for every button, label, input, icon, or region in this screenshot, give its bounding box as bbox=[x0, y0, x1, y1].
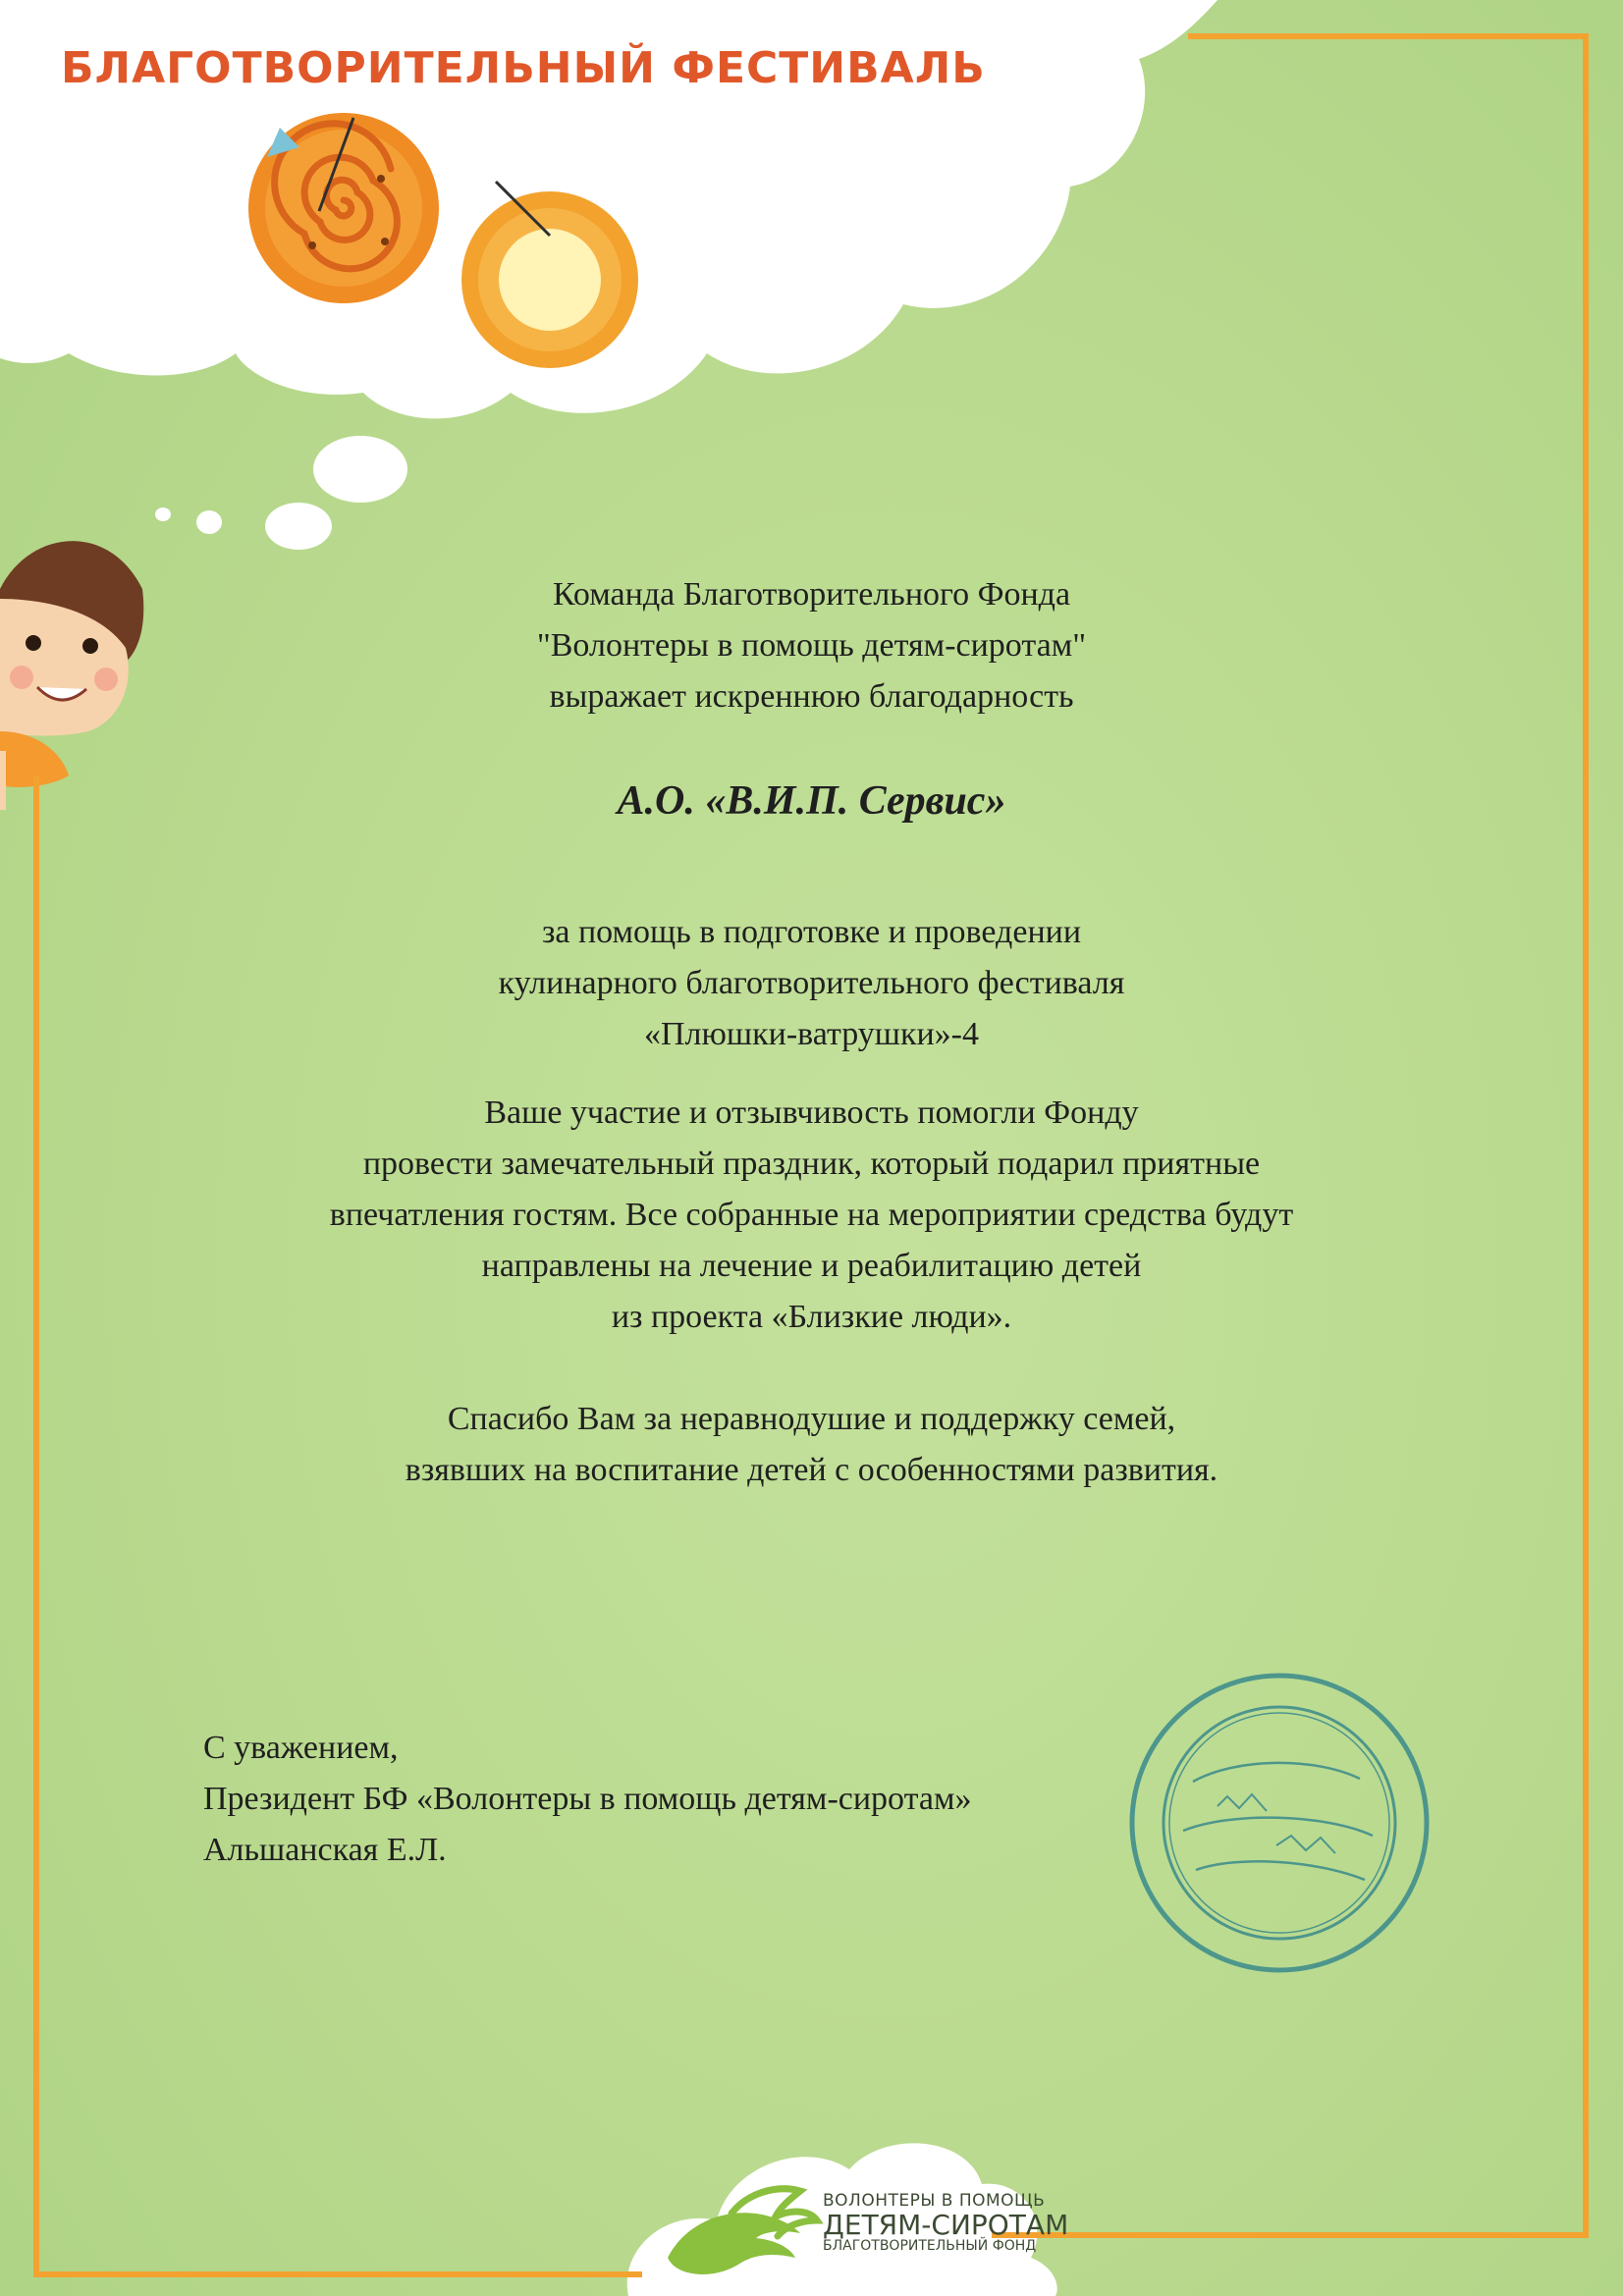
body-line-3: впечатления гостям. Все собранные на мероприятии средства будут bbox=[329, 1197, 1294, 1233]
footer-logo-text bbox=[823, 2193, 1068, 2254]
signature-block bbox=[203, 1723, 971, 1876]
organization-stamp bbox=[1132, 1676, 1427, 1970]
intro-line-1: Команда Благотворительного Фонда bbox=[552, 576, 1071, 613]
frame-bottom-left-border bbox=[33, 2271, 642, 2277]
intro-block bbox=[0, 569, 1623, 722]
reason-line-2: кулинарного благотворительного фестиваля bbox=[498, 965, 1125, 1001]
body-line-2: провести замечательный праздник, который подарил приятные bbox=[362, 1146, 1261, 1182]
signature-line-2: Президент БФ «Волонтеры в помощь детям-сиротам» bbox=[203, 1781, 972, 1817]
frame-top-border bbox=[1188, 33, 1589, 39]
recipient-name: А.О. «В.И.П. Сервис» bbox=[617, 778, 1006, 824]
footer-logo-line-2: ДЕТЯМ-СИРОТАМ bbox=[823, 2208, 1069, 2241]
intro-line-3: выражает искреннюю благодарность bbox=[549, 678, 1074, 715]
reason-block bbox=[0, 907, 1623, 1060]
thanks-line-2: взявших на воспитание детей с особенностями развития. bbox=[405, 1452, 1218, 1488]
festival-title: БЛАГОТВОРИТЕЛЬНЫЙ ФЕСТИВАЛЬ bbox=[61, 43, 986, 93]
footer-logo-line-1: ВОЛОНТЕРЫ В ПОМОЩЬ bbox=[823, 2191, 1046, 2211]
body-line-1: Ваше участие и отзывчивость помогли Фонду bbox=[484, 1095, 1139, 1131]
reason-line-3: «Плюшки-ватрушки»-4 bbox=[644, 1016, 979, 1052]
bun-left-logo bbox=[248, 113, 439, 303]
frame-bottom-right-border bbox=[992, 2232, 1589, 2238]
footer-logo-line-3: БЛАГОТВОРИТЕЛЬНЫЙ ФОНД bbox=[823, 2238, 1037, 2255]
signature-line-1: С уважением, bbox=[203, 1730, 399, 1766]
signature-line-3: Альшанская Е.Л. bbox=[203, 1832, 447, 1868]
thanks-block bbox=[0, 1394, 1623, 1496]
thanks-line-1: Спасибо Вам за неравнодушие и поддержку семей, bbox=[447, 1401, 1176, 1437]
intro-line-2: "Волонтеры в помощь детям-сиротам" bbox=[536, 627, 1087, 664]
body-line-5: из проекта «Близкие люди». bbox=[611, 1299, 1012, 1335]
body-line-4: направлены на лечение и реабилитацию детей bbox=[481, 1248, 1142, 1284]
reason-line-1: за помощь в подготовке и проведении bbox=[541, 914, 1082, 950]
body-block bbox=[0, 1088, 1623, 1343]
